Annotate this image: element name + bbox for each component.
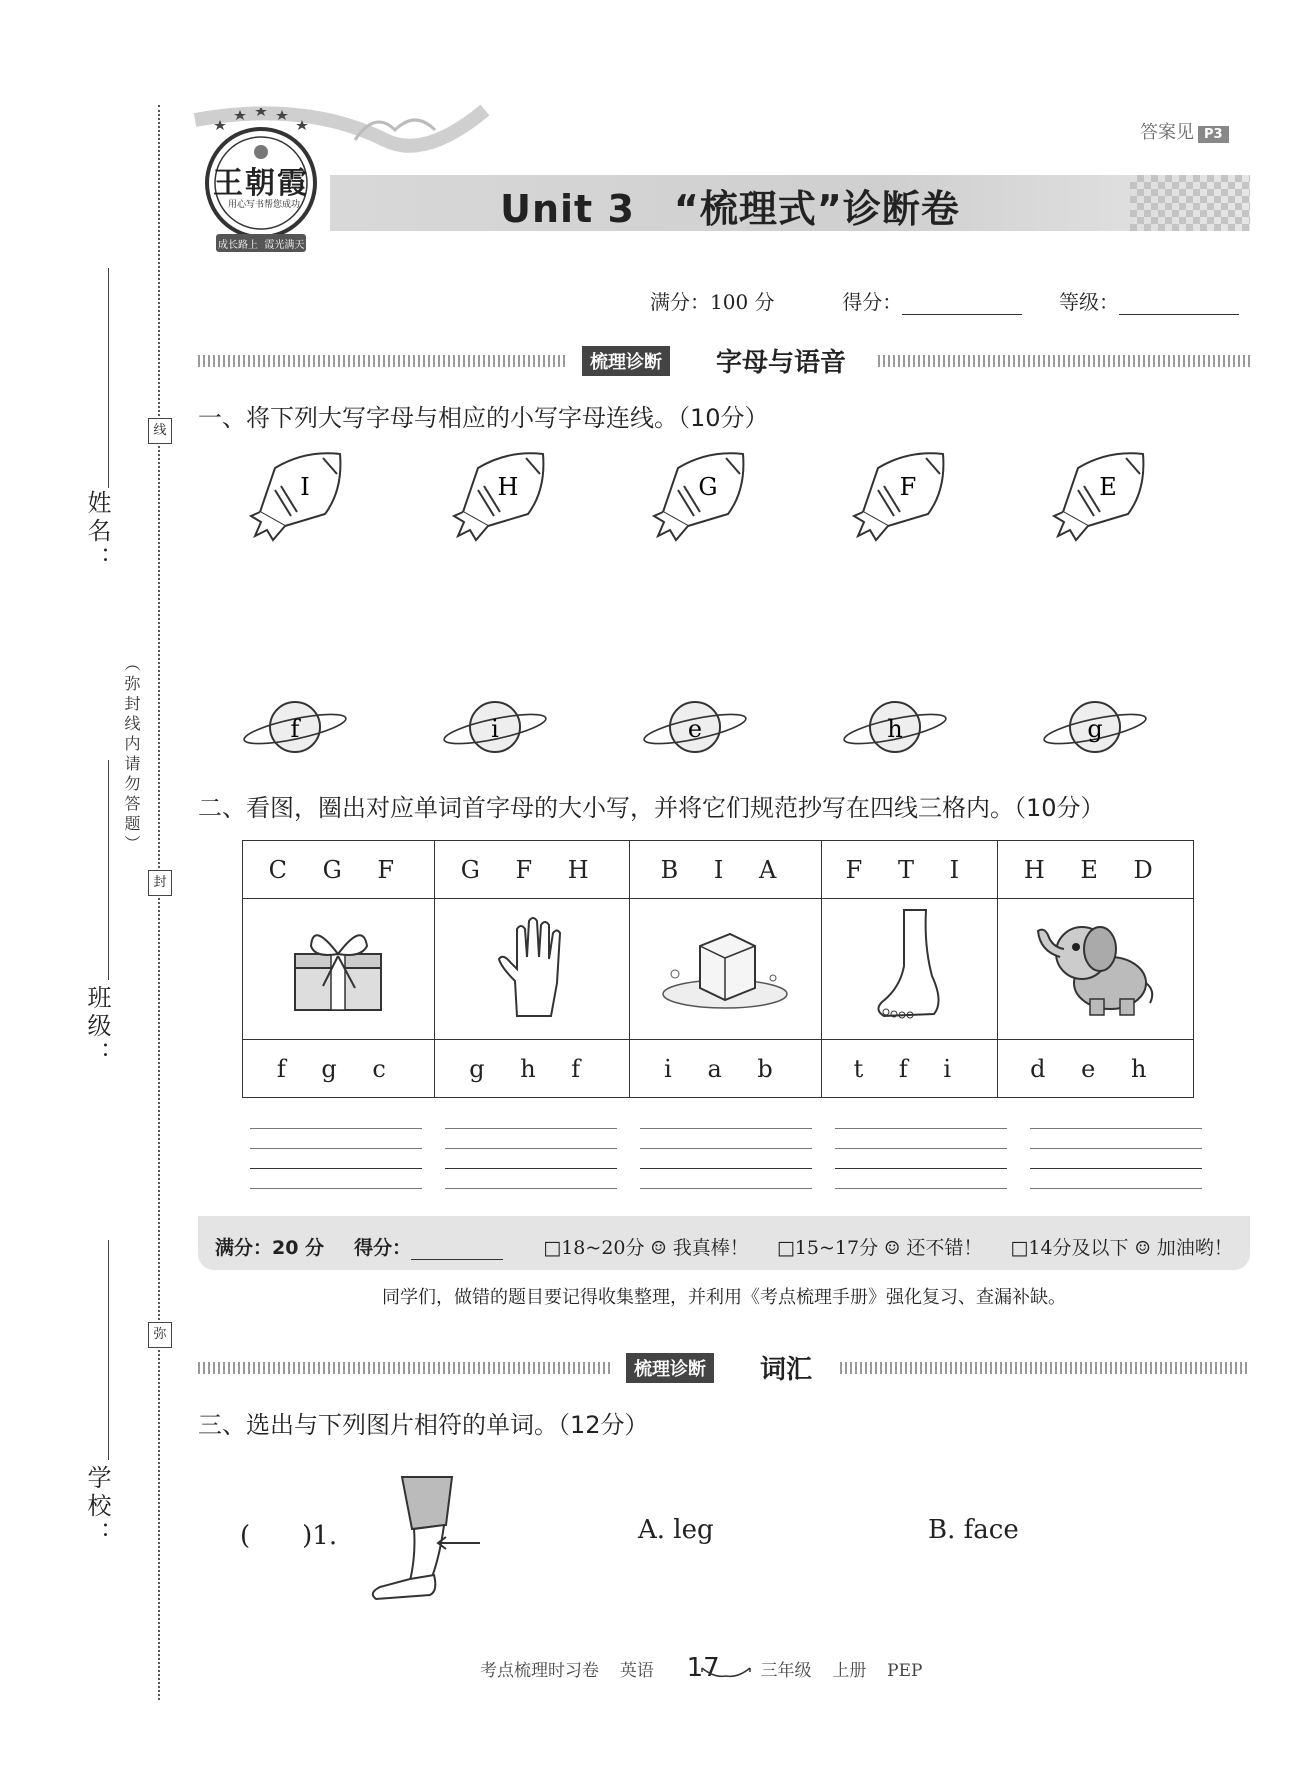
elephant-cell [997, 899, 1193, 1040]
upper-options-4[interactable]: F T I [822, 841, 997, 899]
lower-options-5[interactable]: d e h [997, 1040, 1193, 1098]
foot-icon [864, 906, 954, 1026]
logo-motto: 成长路上 霞光满天 [218, 240, 305, 251]
rocket-1[interactable] [251, 453, 340, 540]
evaluation-row [215, 1233, 1233, 1260]
upper-options-3[interactable]: B I A [629, 841, 821, 899]
q3-option-b[interactable]: B. face [928, 1515, 1019, 1545]
planet-letter-1: f [290, 715, 300, 743]
binding-dotted-line [158, 105, 160, 1700]
eval-level1-text: 我真棒！ [672, 1237, 749, 1259]
grade-label: 等级： [1058, 290, 1119, 314]
page-title: Unit 3 “梳理式”诊断卷 [500, 187, 960, 231]
eval-level3-checkbox[interactable]: □14分及以下 [1010, 1237, 1129, 1259]
score-blank[interactable] [902, 314, 1022, 315]
answer-reference [1140, 118, 1229, 144]
planet-letter-2: i [491, 715, 499, 743]
logo-slogan-1: 用心写书 [228, 200, 265, 210]
footer-subject: 英语 [619, 1661, 654, 1681]
ice-cube-cell [629, 899, 821, 1040]
eval-full-score: 满分：20 分 [215, 1237, 325, 1259]
answer-ref-label: 答案见 [1140, 122, 1194, 143]
rocket-letter-3: G [698, 473, 718, 501]
school-label: 学校： [83, 1465, 111, 1549]
cheer-face-icon: ☺ [1134, 1238, 1151, 1259]
planet-row [240, 695, 1240, 765]
planet-4[interactable] [842, 702, 948, 752]
happy-face-icon: ☺ [650, 1238, 667, 1259]
four-line-grid-2[interactable] [445, 1128, 617, 1198]
rocket-2[interactable] [454, 453, 543, 540]
planet-letter-3: e [687, 715, 703, 743]
rocket-4[interactable] [854, 453, 943, 540]
class-write-line[interactable] [108, 760, 109, 980]
open-book-icon [700, 1665, 752, 1679]
hand-icon [487, 911, 577, 1021]
leg-icon [360, 1475, 490, 1605]
grade-blank[interactable] [1119, 314, 1239, 315]
lower-options-3[interactable]: i a b [629, 1040, 821, 1098]
eval-score-blank[interactable] [411, 1259, 503, 1260]
four-line-grid-4[interactable] [835, 1128, 1007, 1198]
section2-tag: 梳理诊断 [626, 1353, 714, 1383]
planet-2[interactable] [442, 702, 548, 752]
planet-5[interactable] [1042, 702, 1148, 752]
foot-cell [822, 899, 997, 1040]
name-label: 姓名： [83, 490, 111, 574]
mark-mi: 弥 [148, 1322, 172, 1348]
q1-prompt: 一、将下列大写字母与相应的小写字母连线。（10分） [198, 404, 769, 432]
score-label: 得分： [842, 290, 903, 314]
answer-page-badge: P3 [1198, 126, 1229, 143]
planet-letter-5: g [1087, 715, 1103, 743]
section-rule-left [198, 355, 568, 367]
elephant-icon [1030, 911, 1160, 1021]
q2-prompt: 二、看图，圈出对应单词首字母的大小写，并将它们规范抄写在四线三格内。（10分） [198, 794, 1105, 822]
score-row [650, 286, 1250, 315]
school-write-line[interactable] [108, 1240, 109, 1460]
footer-book: 考点梳理时习卷 [480, 1661, 599, 1681]
leg-picture [360, 1475, 490, 1605]
checker-pattern [1130, 175, 1250, 231]
upper-options-2[interactable]: G F H [434, 841, 629, 899]
mark-xian: 线 [148, 418, 172, 444]
four-line-grid-5[interactable] [1030, 1128, 1202, 1198]
rocket-letter-4: F [899, 473, 917, 501]
section2-rule-left [198, 1362, 612, 1374]
ice-cube-icon [655, 916, 795, 1016]
rocket-3[interactable] [654, 453, 743, 540]
section1-title: 字母与语音 [716, 348, 847, 378]
picture-row [243, 899, 1194, 1040]
eval-level2-text: 还不错！ [906, 1237, 983, 1259]
rocket-letter-2: H [497, 473, 519, 501]
picture-table [242, 840, 1194, 1098]
eval-score-label: 得分： [354, 1237, 412, 1259]
logo-slogan-2: 帮您成功 [264, 200, 301, 210]
class-label: 班级： [83, 985, 111, 1069]
logo-text: 王朝霞 [213, 166, 309, 201]
rocket-row [240, 450, 1240, 550]
section-rule-right [878, 355, 1250, 367]
q3-option-a[interactable]: A. leg [638, 1515, 714, 1545]
lower-options-1[interactable]: f g c [243, 1040, 435, 1098]
eval-level2-checkbox[interactable]: □15~17分 [776, 1237, 879, 1259]
lower-options-2[interactable]: g h f [434, 1040, 629, 1098]
section1-tag: 梳理诊断 [582, 346, 670, 376]
four-line-grid-1[interactable] [250, 1128, 422, 1198]
gift-box-icon [283, 916, 393, 1016]
upper-options-1[interactable]: C G F [243, 841, 435, 899]
full-score: 满分：100 分 [650, 290, 775, 314]
upper-options-5[interactable]: H E D [997, 841, 1193, 899]
uppercase-row [243, 841, 1194, 899]
footer-edition: PEP [887, 1661, 923, 1681]
binding-notice: （弥封线内请勿答题） [122, 655, 141, 855]
lower-options-4[interactable]: t f i [822, 1040, 997, 1098]
rocket-letter-1: I [300, 473, 310, 501]
name-write-line[interactable] [108, 268, 109, 488]
review-tip: 同学们，做错的题目要记得收集整理，并利用《考点梳理手册》强化复习、查漏补缺。 [382, 1287, 1066, 1308]
planet-1[interactable] [242, 702, 348, 752]
eval-level1-checkbox[interactable]: □18~20分 [543, 1237, 645, 1259]
footer-grade: 三年级 [760, 1661, 812, 1681]
section2-title: 词汇 [760, 1355, 813, 1385]
mark-feng: 封 [148, 870, 172, 896]
footer-volume: 上册 [832, 1661, 867, 1681]
rocket-5[interactable] [1054, 453, 1143, 540]
planet-3[interactable] [642, 702, 748, 752]
lowercase-row [243, 1040, 1194, 1098]
planet-letter-4: h [887, 715, 903, 743]
rocket-letter-5: E [1099, 473, 1117, 501]
q3-prompt: 三、选出与下列图片相符的单词。（12分） [198, 1411, 649, 1439]
eval-level3-text: 加油哟！ [1156, 1237, 1233, 1259]
q3-item1-bracket[interactable]: ( )1. [240, 1521, 338, 1551]
gift-box-cell [243, 899, 435, 1040]
four-line-grid-3[interactable] [640, 1128, 812, 1198]
section2-rule-right [840, 1362, 1250, 1374]
smile-face-icon: ☺ [884, 1238, 901, 1259]
hand-cell [434, 899, 629, 1040]
page-number: 17 [686, 1653, 720, 1683]
